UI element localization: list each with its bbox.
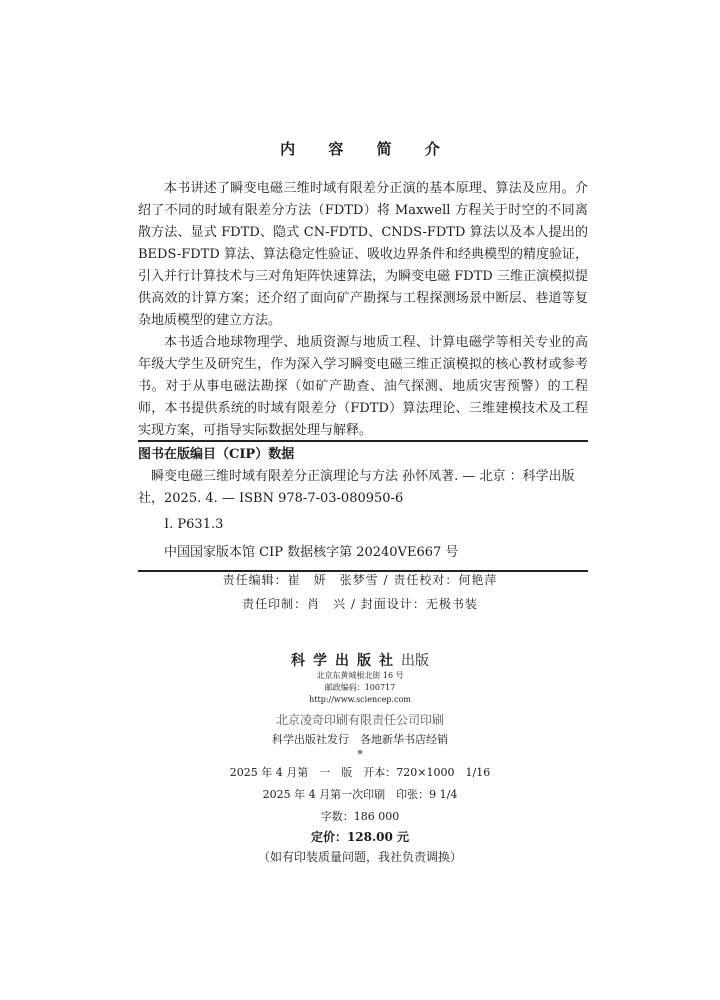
intro-paragraph-1: 本书讲述了瞬变电磁三维时域有限差分正演的基本原理、算法及应用。介绍了不同的时域有限差分方法（FDTD）将 Maxwell 方程关于时空的不同离散方法、显式 FDTD、隐式 CN-FDTD、CNDS-FDTD 算法以及本人提出的 BEDS-FDTD 算法、算法稳定性验证、吸收边界条件和经典模型的精度验证，引入并行计算技术与三对角矩阵快速算法，为瞬变电磁 FDTD 三维正演模拟提供高效的计算方案；还介绍了面向矿产勘探与工程探测场景中断层、巷道等复杂地质模型的建立方法。 [138,181,588,328]
intro-paragraph-2: 本书适合地球物理学、地质资源与地质工程、计算电磁学等相关专业的高年级大学生及研究生，作为深入学习瞬变电磁三维正演模拟的核心教材或参考书。对于从事电磁法勘探（如矿产勘查、油气探测、地质灾害预警）的工程师，本书提供系统的时域有限差分（FDTD）算法理论、三维建模技术及工程实现方案，可指导实际数据处理与解释。 [138,335,588,438]
cip-verification: 中国国家版本馆 CIP 数据核字第 20240VE667 号 [164,545,459,560]
distribution-line: 科学出版社发行 各地新华书店经销 [272,733,448,746]
word-count: 字数：186 000 [320,810,400,823]
publisher-address: 北京东黄城根北街 16 号 [316,671,404,680]
cip-heading: 图书在版编目（CIP）数据 [138,447,295,462]
price-line: 定价：128.00 元 [310,830,410,844]
quality-notice: （如有印装质量问题，我社负责调换） [257,850,462,864]
publisher-postcode: 邮政编码：100717 [324,683,396,692]
cip-data-block [138,440,588,572]
editorial-credits [0,568,720,616]
page-title: 内 容 简 介 [280,140,454,158]
intro-section [138,178,588,442]
separator-star: * [357,748,363,761]
publisher-brand: 科学出版社 [291,653,401,669]
edition-line-2: 2025 年 4 月第一次印刷 印张：9 1/4 [262,788,458,801]
publisher-website: http://www.sciencep.com [309,695,411,704]
publisher-block [0,650,720,867]
credits-line-production: 责任印制：肖 兴 / 封面设计：无极书装 [242,597,478,611]
publisher-suffix: 出版 [401,653,429,669]
cip-classification: Ⅰ. P631.3 [164,517,224,532]
credits-line-editors: 责任编辑：崔 妍 张梦雪 / 责任校对：何艳萍 [222,573,498,587]
edition-line-1: 2025 年 4 月第 一 版 开本：720×1000 1/16 [229,766,491,779]
publisher-name [0,650,720,670]
cip-citation: 瞬变电磁三维时域有限差分正演理论与方法 孙怀凤著. — 北京 ：科学出版社，2025. 4. — ISBN 978-7-03-080950-6 [138,469,575,506]
printer-line: 北京凌奇印刷有限责任公司印刷 [275,713,444,727]
